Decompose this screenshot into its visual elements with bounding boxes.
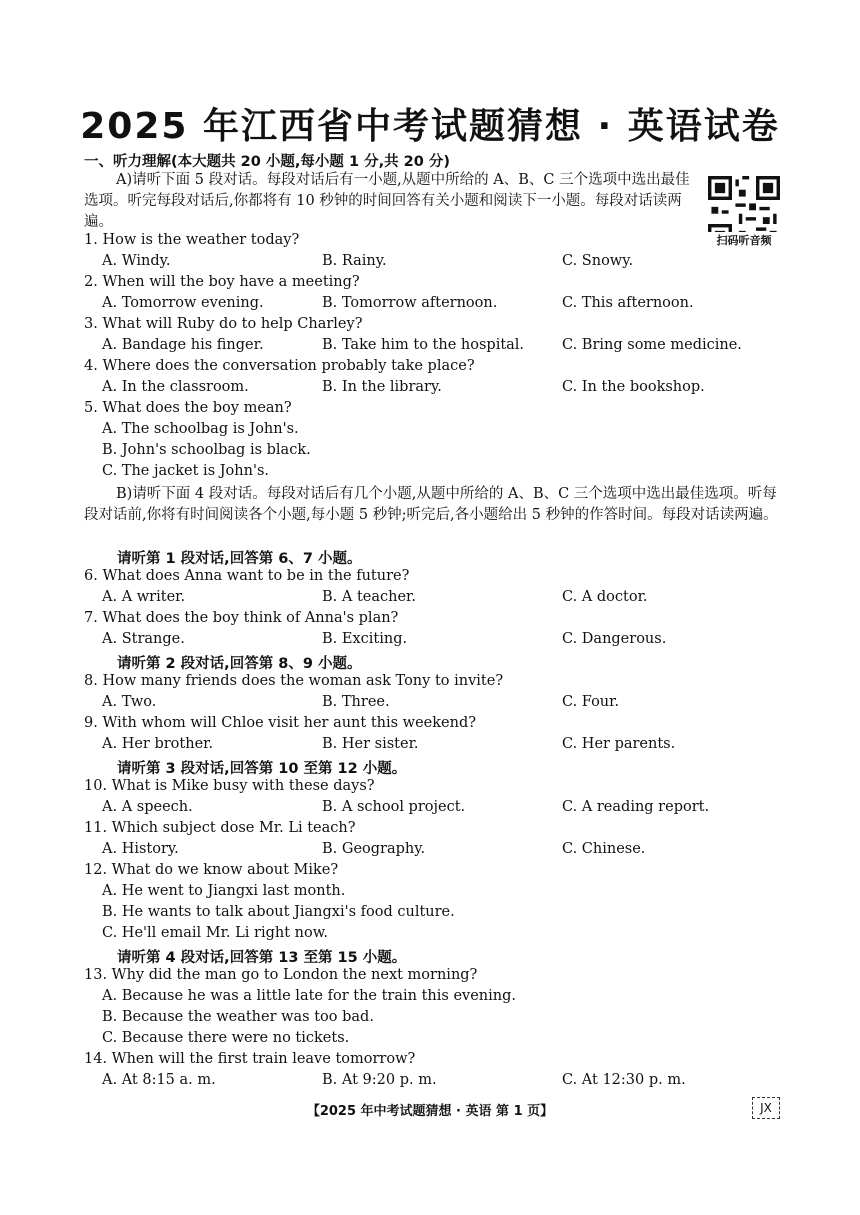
q11-option-a: A. History.	[102, 841, 179, 857]
qr-label: 扫码听音频	[708, 232, 780, 248]
q2-option-c: C. This afternoon.	[562, 295, 694, 311]
question-13: 13. Why did the man go to London the next morning?	[84, 967, 478, 983]
q14-option-c: C. At 12:30 p. m.	[562, 1072, 686, 1088]
q3-option-c: C. Bring some medicine.	[562, 337, 742, 353]
q2-option-b: B. Tomorrow afternoon.	[322, 295, 498, 311]
question-5: 5. What does the boy mean?	[84, 400, 292, 416]
part-a-instructions: A)请听下面 5 段对话。每段对话后有一小题,从题中所给的 A、B、C 三个选项中选出最佳选项。听完每段对话后,你都将有 10 秒钟的时间回答有关小题和阅读下一小题。每段对话读两遍。	[84, 172, 690, 230]
q13-option-c: C. Because there were no tickets.	[102, 1030, 350, 1046]
region-badge: JX	[752, 1097, 780, 1119]
question-12: 12. What do we know about Mike?	[84, 862, 339, 878]
dialogue-1-heading: 请听第 1 段对话,回答第 6、7 小题。	[117, 551, 362, 567]
question-11: 11. Which subject dose Mr. Li teach?	[84, 820, 356, 836]
section-heading: 一、听力理解(本大题共 20 小题,每小题 1 分,共 20 分)	[84, 154, 451, 170]
q9-option-c: C. Her parents.	[562, 736, 676, 752]
question-9: 9. With whom will Chloe visit her aunt this weekend?	[84, 715, 477, 731]
q5-option-a: A. The schoolbag is John's.	[102, 421, 299, 437]
q7-option-c: C. Dangerous.	[562, 631, 667, 647]
q11-option-c: C. Chinese.	[562, 841, 646, 857]
question-3: 3. What will Ruby do to help Charley?	[84, 316, 363, 332]
q13-option-b: B. Because the weather was too bad.	[102, 1009, 374, 1025]
q14-option-a: A. At 8:15 a. m.	[102, 1072, 216, 1088]
q9-option-a: A. Her brother.	[102, 736, 214, 752]
q1-option-b: B. Rainy.	[322, 253, 387, 269]
q7-option-b: B. Exciting.	[322, 631, 408, 647]
q8-option-c: C. Four.	[562, 694, 620, 710]
page-footer: 【2025 年中考试题猜想 · 英语 第 1 页】	[306, 1104, 554, 1119]
q14-option-b: B. At 9:20 p. m.	[322, 1072, 437, 1088]
q12-option-c: C. He'll email Mr. Li right now.	[102, 925, 329, 941]
dialogue-3-heading: 请听第 3 段对话,回答第 10 至第 12 小题。	[117, 761, 407, 777]
q13-option-a: A. Because he was a little late for the train this evening.	[102, 988, 517, 1004]
q2-option-a: A. Tomorrow evening.	[102, 295, 264, 311]
q8-option-b: B. Three.	[322, 694, 390, 710]
q4-option-c: C. In the bookshop.	[562, 379, 705, 395]
question-7: 7. What does the boy think of Anna's plan?	[84, 610, 399, 626]
q1-option-c: C. Snowy.	[562, 253, 634, 269]
q1-option-a: A. Windy.	[102, 253, 171, 269]
q6-option-c: C. A doctor.	[562, 589, 648, 605]
q3-option-a: A. Bandage his finger.	[102, 337, 264, 353]
q6-option-b: B. A teacher.	[322, 589, 416, 605]
page-title: 2025 年江西省中考试题猜想 · 英语试卷	[80, 106, 780, 147]
question-2: 2. When will the boy have a meeting?	[84, 274, 360, 290]
q9-option-b: B. Her sister.	[322, 736, 419, 752]
question-8: 8. How many friends does the woman ask Tony to invite?	[84, 673, 504, 689]
q5-option-c: C. The jacket is John's.	[102, 463, 270, 479]
q8-option-a: A. Two.	[102, 694, 157, 710]
question-4: 4. Where does the conversation probably take place?	[84, 358, 475, 374]
q4-option-b: B. In the library.	[322, 379, 442, 395]
question-1: 1. How is the weather today?	[84, 232, 300, 248]
question-6: 6. What does Anna want to be in the future?	[84, 568, 410, 584]
q11-option-b: B. Geography.	[322, 841, 426, 857]
part-b-instructions: B)请听下面 4 段对话。每段对话后有几个小题,从题中所给的 A、B、C 三个选项中选出最佳选项。听每段对话前,你将有时间阅读各个小题,每小题 5 秒钟;听完后,各小题给出 5 秒钟的作答时间。每段对话读两遍。	[84, 486, 778, 523]
dialogue-2-heading: 请听第 2 段对话,回答第 8、9 小题。	[117, 656, 362, 672]
q10-option-b: B. A school project.	[322, 799, 466, 815]
q4-option-a: A. In the classroom.	[102, 379, 249, 395]
q12-option-a: A. He went to Jiangxi last month.	[102, 883, 346, 899]
q12-option-b: B. He wants to talk about Jiangxi's food culture.	[102, 904, 455, 920]
q6-option-a: A. A writer.	[102, 589, 186, 605]
dialogue-4-heading: 请听第 4 段对话,回答第 13 至第 15 小题。	[117, 950, 407, 966]
q5-option-b: B. John's schoolbag is black.	[102, 442, 311, 458]
q3-option-b: B. Take him to the hospital.	[322, 337, 525, 353]
question-10: 10. What is Mike busy with these days?	[84, 778, 375, 794]
question-14: 14. When will the first train leave tomorrow?	[84, 1051, 416, 1067]
q7-option-a: A. Strange.	[102, 631, 185, 647]
q10-option-c: C. A reading report.	[562, 799, 710, 815]
q10-option-a: A. A speech.	[102, 799, 193, 815]
